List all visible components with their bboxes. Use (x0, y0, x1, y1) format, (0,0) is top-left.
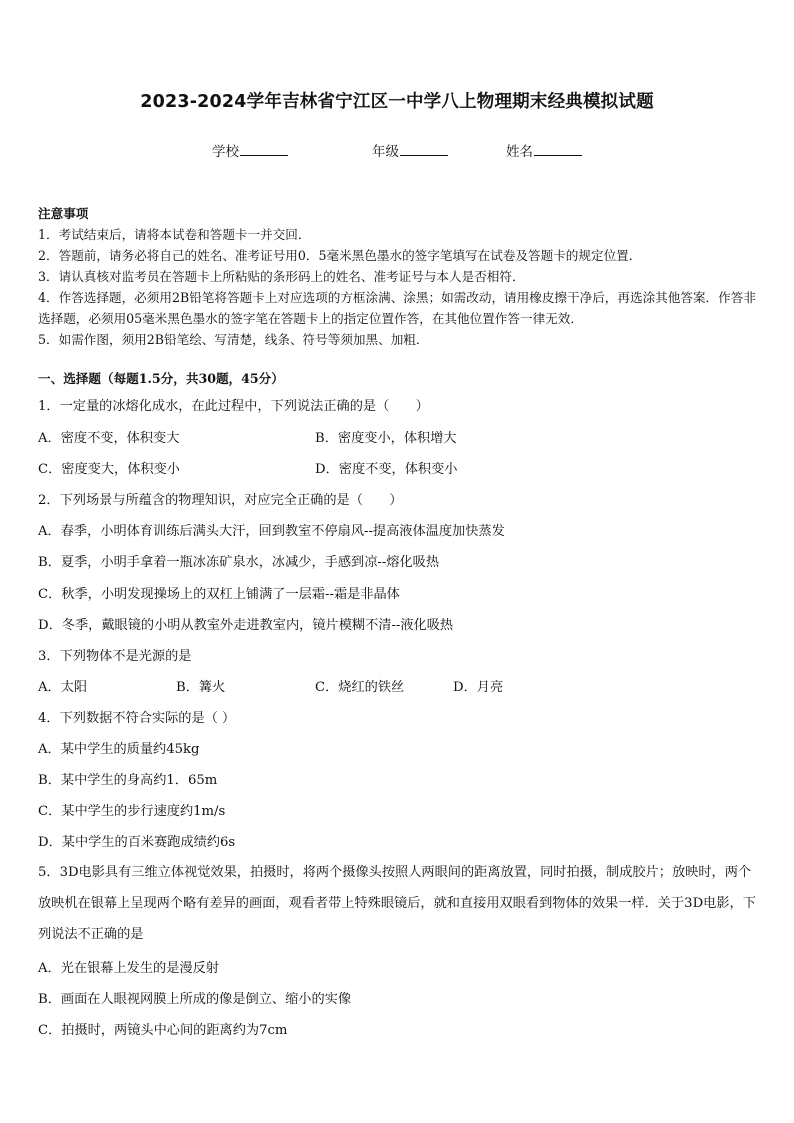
question-3-option-a[interactable]: A．太阳 (38, 680, 88, 695)
question-5-stem: 5．3D电影具有三维立体视觉效果，拍摄时，将两个摄像头按照人两眼间的距离放置，同时拍摄，制成胶片；放映时，两个放映机在银幕上呈现两个略有差异的画面，观看者带上特殊眼镜后，就和直接用双眼看到物体的效果一样．关于3D电影，下列说法不正确的是 (38, 865, 756, 942)
question-4-option-a[interactable]: A．某中学生的质量约45kg (38, 742, 200, 757)
question-5-option-a[interactable]: A．光在银幕上发生的是漫反射 (38, 961, 219, 976)
notice-heading: 注意事项 (38, 206, 89, 221)
question-1-stem: 1．一定量的冰熔化成水，在此过程中，下列说法正确的是（ ） (38, 399, 429, 414)
notice-item: 2．答题前，请务必将自己的姓名、准考证号用0．5毫米黑色墨水的签字笔填写在试卷及答题卡的规定位置． (38, 248, 642, 263)
question-4-option-c[interactable]: C．某中学生的步行速度约1m/s (38, 804, 226, 819)
question-2-option-d[interactable]: D．冬季，戴眼镜的小明从教室外走进教室内，镜片模糊不清--液化吸热 (38, 618, 454, 633)
notice-item: 1．考试结束后，请将本试卷和答题卡一并交回． (38, 227, 311, 242)
question-1-option-a[interactable]: A．密度不变，体积变大 (38, 431, 180, 446)
question-2-option-b[interactable]: B．夏季，小明手拿着一瓶冰冻矿泉水，冰减少，手感到凉--熔化吸热 (38, 555, 440, 570)
question-3-option-c[interactable]: C．烧红的铁丝 (315, 680, 405, 695)
question-1-option-b[interactable]: B．密度变小，体积增大 (315, 431, 457, 446)
name-label: 姓名 (506, 144, 533, 160)
school-label: 学校 (212, 144, 239, 160)
question-4-stem: 4．下列数据不符合实际的是（ ） (38, 711, 236, 726)
notice-item: 5．如需作图，须用2B铅笔绘、写清楚，线条、符号等须加黑、加粗． (38, 332, 429, 347)
question-5-option-b[interactable]: B．画面在人眼视网膜上所成的像是倒立、缩小的实像 (38, 992, 352, 1007)
question-3-stem: 3．下列物体不是光源的是 (38, 649, 192, 664)
question-3-option-b[interactable]: B．篝火 (176, 680, 226, 695)
section-heading: 一、选择题（每题1.5分，共30题，45分） (38, 371, 284, 386)
grade-blank[interactable] (400, 143, 448, 156)
name-field (506, 140, 582, 160)
question-4-option-b[interactable]: B．某中学生的身高约1．65m (38, 773, 218, 788)
school-blank[interactable] (240, 143, 288, 156)
grade-field (372, 140, 448, 160)
question-3-option-d[interactable]: D．月亮 (453, 680, 504, 695)
school-field (212, 140, 288, 160)
notice-item: 4．作答选择题，必须用2B铅笔将答题卡上对应选项的方框涂满、涂黑；如需改动，请用橡皮擦干净后，再选涂其他答案．作答非选择题，必须用05毫米黑色墨水的签字笔在答题卡上的指定位置作答，在其他位置作答一律无效． (38, 290, 756, 326)
question-2-option-a[interactable]: A．春季，小明体育训练后满头大汗，回到教室不停扇风--提高液体温度加快蒸发 (38, 524, 505, 539)
question-2-option-c[interactable]: C．秋季，小明发现操场上的双杠上铺满了一层霜--霜是非晶体 (38, 587, 400, 602)
exam-title: 2023-2024学年吉林省宁江区一中学八上物理期末经典模拟试题 (140, 92, 654, 112)
name-blank[interactable] (534, 143, 582, 156)
grade-label: 年级 (372, 144, 399, 160)
question-1-option-d[interactable]: D．密度不变，体积变小 (315, 462, 458, 477)
notice-item: 3．请认真核对监考员在答题卡上所粘贴的条形码上的姓名、准考证号与本人是否相符． (38, 269, 525, 284)
question-4-option-d[interactable]: D．某中学生的百米赛跑成绩约6s (38, 835, 236, 850)
question-5-option-c[interactable]: C．拍摄时，两镜头中心间的距离约为7cm (38, 1023, 288, 1038)
question-2-stem: 2．下列场景与所蕴含的物理知识，对应完全正确的是（ ） (38, 493, 403, 508)
notice-block (38, 203, 758, 350)
question-1-option-c[interactable]: C．密度变大，体积变小 (38, 462, 180, 477)
